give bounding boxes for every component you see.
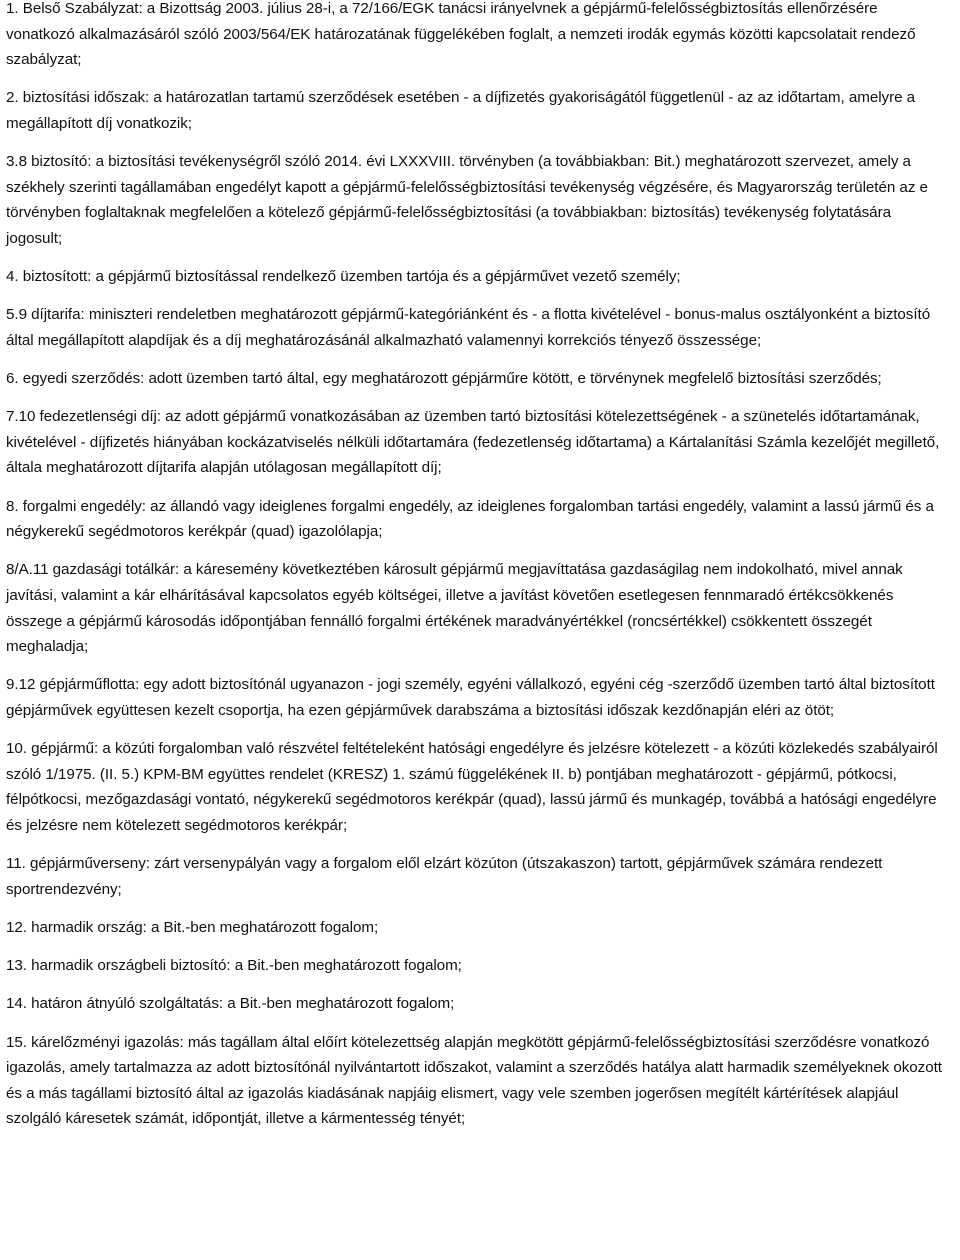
- definition-14-hataron-atnyulo-szolgaltatas: 14. határon átnyúló szolgáltatás: a Bit.-ben meghatározott fogalom;: [6, 995, 455, 1013]
- definition-1-belso-szabalyzat: 1. Belső Szabályzat: a Bizottság 2003. július 28-i, a 72/166/EGK tanácsi irányelvnek a gépjármű-felelősségbiztosítás ellenőrzésére vonatkozó alkalmazásáról szóló 2003/564/EK határozatának függelékében foglalt, a nemzeti irodák egymás közötti kapcsolatait rendező szabályzat;: [6, 0, 916, 69]
- definition-6-egyedi-szerzodes: 6. egyedi szerződés: adott üzemben tartó által, egy meghatározott gépjárműre kötött, e törvénynek megfelelő biztosítási szerződés;: [6, 370, 882, 388]
- definition-2-biztositasi-idoszak: 2. biztosítási időszak: a határozatlan tartamú szerződések esetében - a díjfizetés gyakoriságától függetlenül - az az időtartam, amelyre a megállapított díj vonatkozik;: [6, 89, 916, 132]
- definition-13-harmadik-orszagbeli-biztosito: 13. harmadik országbeli biztosító: a Bit.-ben meghatározott fogalom;: [6, 957, 462, 975]
- definition-9-gepjarmuflotta: 9.12 gépjárműflotta: egy adott biztosítónál ugyanazon - jogi személy, egyéni vállalkozó, egyéni cég -szerződő üzemben tartó által biztosított gépjárművek együttesen kezelt csoportja, ha ezen gépjárművek darabszáma a biztosítási időszak kezdőnapján eléri az ötöt;: [6, 676, 935, 719]
- definition-11-gepjarmuverseny: 11. gépjárműverseny: zárt versenypályán vagy a forgalom elől elzárt közúton (útszakaszon) tartott, gépjárművek számára rendezett sportrendezvény;: [6, 855, 883, 898]
- definition-10-gepjarmu: 10. gépjármű: a közúti forgalomban való részvétel feltételeként hatósági engedélyre és jelzésre kötelezett - a közúti közlekedés szabályairól szóló 1/1975. (II. 5.) KPM-BM együttes rendelet (KRESZ) 1. számú függelékének II. b) pontjában meghatározott - gépjármű, pótkocsi, félpótkocsi, mezőgazdasági vontató, négykerekű segédmotoros kerékpár (quad), lassú jármű és munkagép, továbbá a hatósági engedélyre és jelzésre nem kötelezett segédmotoros kerékpár;: [6, 740, 938, 834]
- definition-5-dijtarifa: 5.9 díjtarifa: miniszteri rendeletben meghatározott gépjármű-kategóriánként és - a flotta kivételével - bonus-malus osztályonként a biztosító által megállapított alapdíjak és a díj meghatározásánál alkalmazható valamennyi korrekciós tényező összessége;: [6, 306, 931, 349]
- definition-8a-gazdasagi-totalkar: 8/A.11 gazdasági totálkár: a káresemény következtében károsult gépjármű megjavíttatása gazdaságilag nem indokolható, mivel annak javítási, valamint a kár elhárításával kapcsolatos egyéb költségei, illetve a javítást követően esetlegesen fennmaradó értékcsökkenés összege a gépjármű károsodás időpontjában fennálló forgalmi értékének maradványértékkel (roncsértékkel) csökkentett összegét meghaladja;: [6, 561, 903, 656]
- definition-4-biztositott: 4. biztosított: a gépjármű biztosítással rendelkező üzemben tartója és a gépjárművet vezető személy;: [6, 268, 681, 286]
- definition-8-forgalmi-engedely: 8. forgalmi engedély: az állandó vagy ideiglenes forgalmi engedély, az ideiglenes forgalomban tartási engedély, valamint a lassú jármű és a négykerekű segédmotoros kerékpár (quad) igazolólapja;: [6, 497, 934, 541]
- definition-15-karelozmenyi-igazolas: 15. kárelőzményi igazolás: más tagállam által előírt kötelezettség alapján megkötött gépjármű-felelősségbiztosítási szerződésre vonatkozó igazolás, amely tartalmazza az adott biztosítónál nyilvántartott időszakot, valamint a szerződés hatálya alatt harmadik személyeknek okozott és a más tagállami biztosító által az igazolás kiadásának napjáig elismert, vagy vele szemben jogerősen megítélt kártérítések alapjául szolgáló káresetek számát, időpontját, illetve a kármentesség tényét;: [6, 1033, 942, 1128]
- definition-3-biztosito: 3.8 biztosító: a biztosítási tevékenységről szóló 2014. évi LXXXVIII. törvényben (a továbbiakban: Bit.) meghatározott szervezet, amely a székhely szerinti tagállamában engedélyt kapott a gépjármű-felelősségbiztosítási tevékenység végzésére, és Magyarország területén az e törvényben foglaltaknak megfelelően a kötelező gépjármű-felelősségbiztosítási (a továbbiakban: biztosítás) tevékenység folytatására jogosult;: [6, 153, 928, 247]
- definition-12-harmadik-orszag: 12. harmadik ország: a Bit.-ben meghatározott fogalom;: [6, 918, 379, 936]
- definition-7-fedezetlensegi-dij: 7.10 fedezetlenségi díj: az adott gépjármű vonatkozásában az üzemben tartó biztosítási kötelezettségének - a szünetelés időtartamának, kivételével - díjfizetés hiányában kockázatviselés nélküli időtartamára (fedezetlenség időtartama) a Kártalanítási Számla kezelőjét megillető, általa meghatározott díjtarifa alapján utólagosan megállapított díj;: [6, 408, 940, 477]
